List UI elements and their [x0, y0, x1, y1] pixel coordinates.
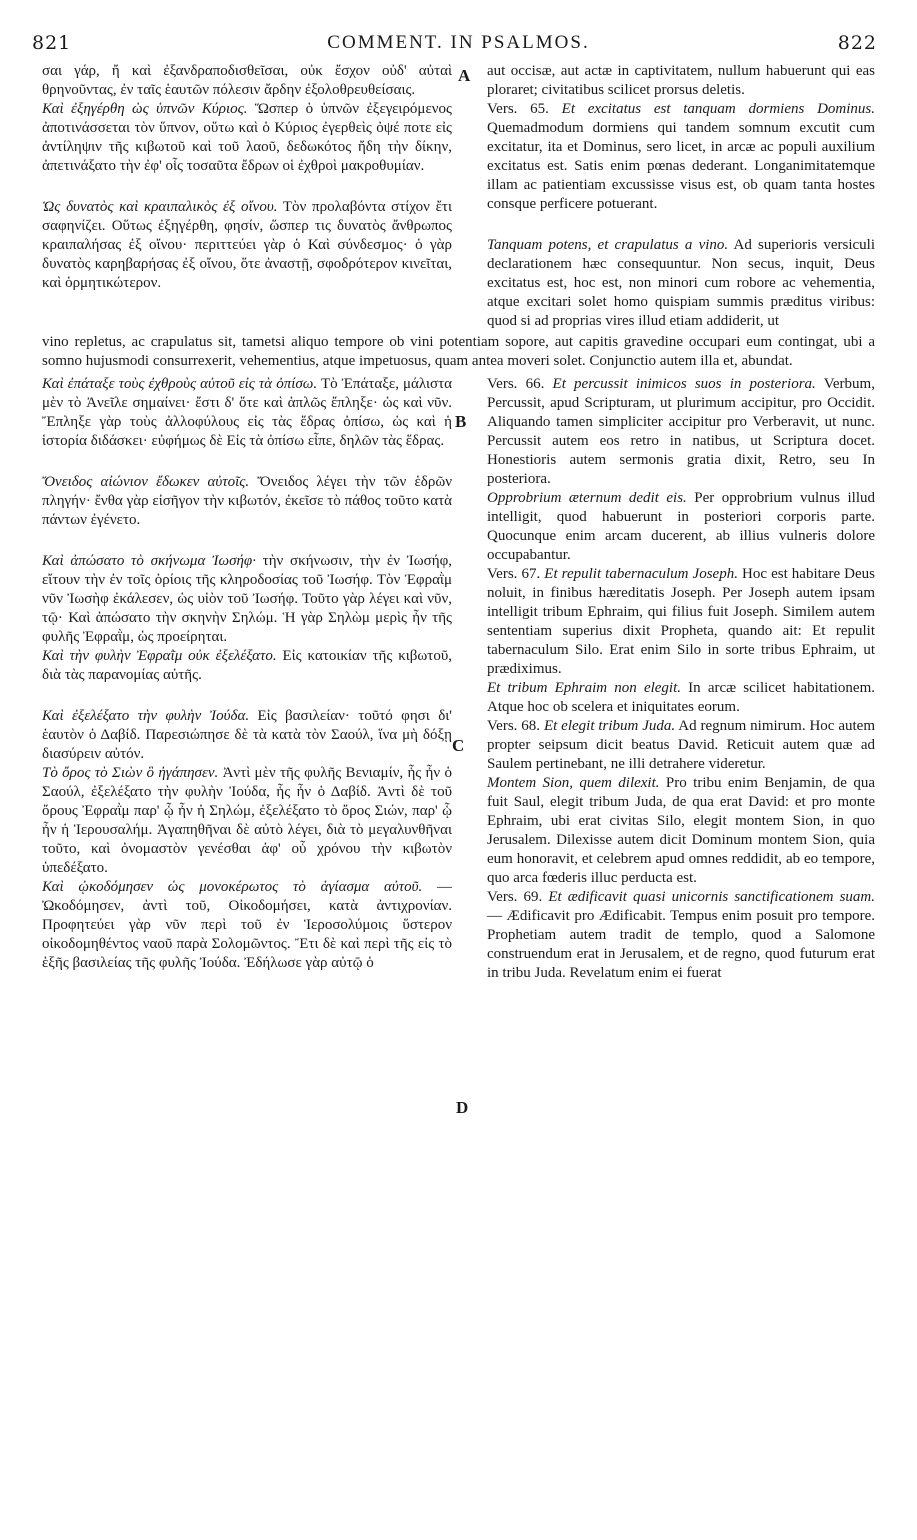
commentary-text: τὴν σκήνωσιν, τὴν ἐν Ἰωσήφ, εἴτουν τὴν ἐν τοῖς ὁρίοις τῆς κληροδοσίας τοῦ Ἰωσήφ. Τὸν Ἐφραῒμ νῦν Ἰωσὴφ ἐκάλεσεν, ὡς υἱὸν τοῦ Ἰωσήφ. Τοῦτο γὰρ λέγει καὶ νῦν, τῷ· Καὶ ἀπώσατο τὴν σκηνὴν Σηλώμ. Ἡ γὰρ Σηλὼμ μερὶς ἦν τῆς φυλῆς Ἐφραῒμ, ὡς προείρηται.: [42, 553, 452, 645]
commentary-text: Quemadmodum dormiens qui tandem somnum excutit cum excitatur, ita et Dominus, sero licet, in arcæ ac populi auxilium excitatus est. Satis enim pœnas dederant. Longanimitatemque illam ac patientiam excussisse visus est, ob quam tanta hostes consque perficere potuerant.: [487, 120, 875, 212]
page-number-right: 822: [837, 32, 877, 54]
paragraph: [42, 198, 452, 293]
full-width-line: vino repletus, ac crapulatus sit, tametsi aliquo tempore ob vini potentiam sopore, aut capitis gravedine occupari eum contingat, ubi a somno hujusmodi consurrexerit, vehementius, atque impetuosus, quam antea moveri solet. Conjunctio autem illa et, abundat.: [42, 334, 875, 369]
commentary-text: — Ædificavit pro Ædificabit. Tempus enim posuit pro tempore. Prophetiam autem tradit de templo, quod a Salomone construendum erat in Jerusalem, et de regno, quod futurum erat in tribu Juda. Revelatum enim ei fuerat: [487, 908, 875, 981]
paragraph: [42, 647, 452, 685]
paragraph: [487, 565, 875, 679]
lemma: Καὶ ἐξηγέρθη ὡς ὑπνῶν Κύριος.: [42, 101, 248, 117]
commentary-text: Ὥσπερ ὁ ὑπνῶν ἐξεγειρόμενος ἀποτινάσσεται τὸν ὕπνον, οὕτω καὶ ὁ Κύριος ἐγερθεὶς ὀψέ ποτε εἰς ἀντίληψιν τῆς κιβωτοῦ καὶ τοῦ λαοῦ, δεδωκότος ἤδη τὴν δίκην, ἀπετινάξατο τὴν ἐφ' οἷς τοσαῦτα ἔδρων οἱ ἐχθροὶ μακροθυμίαν.: [42, 101, 452, 174]
paragraph: [487, 774, 875, 888]
greek-column-top: [42, 62, 452, 293]
paragraph: [487, 717, 875, 774]
paragraph: [487, 100, 875, 214]
latin-column-top: [487, 62, 875, 331]
lemma: Καὶ ἐπάταξε τοὺς ἐχθροὺς αὐτοῦ εἰς τὰ ὀπίσω.: [42, 376, 318, 392]
verse-number: Vers. 68.: [487, 718, 541, 734]
lemma: Καὶ τὴν φυλὴν Ἐφραῒμ οὐκ ἐξελέξατο.: [42, 648, 277, 664]
lemma: Τὸ ὄρος τὸ Σιὼν ὃ ἠγάπησεν.: [42, 765, 219, 781]
paragraph: [487, 888, 875, 983]
verse-number: Vers. 66.: [487, 376, 545, 392]
lemma: Ὄνειδος αἰώνιον ἔδωκεν αὐτοῖς.: [42, 474, 250, 490]
commentary-text: Ad superioris versiculi declarationem hæc consequuntur. Non secus, inquit, Deus excitatus est, hoc est, non minori cum robore ac vehementia, atque excitari solet homo quispiam summis præditus viribus: quod si ad proprias vires illud etiam addiderit, ut: [487, 237, 875, 329]
verse-number: Vers. 69.: [487, 889, 543, 905]
margin-marker-a: A: [458, 66, 471, 85]
lemma: Et tribum Ephraim non elegit.: [487, 680, 682, 696]
lemma: Et ædificavit quasi unicornis sanctificationem suam.: [542, 889, 875, 905]
paragraph: [42, 707, 452, 764]
commentary-text: σαι γάρ, ἤ καὶ ἐξανδραποδισθεῖσαι, οὐκ ἔσχον οὐδ' αὐταὶ θρηνοῦντας, ἐν ταῖς ἑαυτῶν πόλεσιν ἄρδην ἐξολοθρευθείσαις.: [42, 63, 452, 98]
paragraph: [42, 878, 452, 973]
lemma: Et elegit tribum Juda.: [540, 718, 676, 734]
lemma: Et percussit inimicos suos in posteriora.: [544, 376, 816, 392]
paragraph: [487, 62, 875, 100]
commentary-text: Εἰς κατοικίαν τῆς κιβωτοῦ, διὰ τὰς παρανομίας αὐτῆς.: [42, 648, 453, 683]
page-number-left: 821: [32, 32, 72, 54]
commentary-text: Ἀντὶ μὲν τῆς φυλῆς Βενιαμίν, ἧς ἦν ὁ Σαούλ, ἐξελέξατο τὴν φυλὴν Ἰούδα, ἧς ἦν ὁ Δαβίδ. Ἀντὶ δὲ τοῦ ὄρους Ἐφραῒμ παρ' ᾧ ἦν ἡ Σηλώμ, ἐξελέξατο τὸ ὄρος Σιών, παρ' ᾧ ἦν ἡ Ἱερουσαλήμ. Ἀγαπηθῆναι δὲ αὐτὸ λέγει, διὰ τὸ μεγαλυνθῆναι τοῦτο, καὶ ὀνομαστὸν γενέσθαι ἀφ' οὗ χρόνου τὴν κιβωτὸν ὑπεδέξατο.: [42, 765, 452, 876]
commentary-text: Per opprobrium vulnus illud intelligit, quod habuerunt in posteriori corporis parte. Quocunque enim arcam ducerent, ab illius vulneris dolore occupabantur.: [487, 490, 876, 563]
lemma: Tanquam potens, et crapulatus a vino.: [487, 237, 729, 253]
commentary-text: Τὸν προλαβόντα στίχον ἔτι σαφηνίζει. Οὕτως ἐξηγέρθη, φησίν, ὥσπερ τις δυνατὸς ἄνθρωπος κραιπαλήσας ἐξ οἴνου· περιττεύει γὰρ ὁ Καὶ σύνδεσμος· ὁ γὰρ δυνατὸς καρηβαρήσας ἐξ οἴνου, ὅτε ἀναστῇ, σφοδρότερον κινεῖται, καὶ ὁρμητικώτερον.: [42, 199, 452, 291]
lemma: Καὶ ἀπώσατο τὸ σκήνωμα Ἰωσήφ·: [42, 553, 256, 569]
commentary-text: Hoc est habitare Deus noluit, in finibus hæreditatis Joseph. Per Joseph autem ipsam intelligit tribum Ephraim, qui filius fuit Joseph. Similem autem sententiam superius dixit Propheta, quando ait: Et repulit tabernaculum Silo. Erat enim Silo in sorte tribus Ephraim, ut prædiximus.: [487, 566, 875, 677]
paragraph: [42, 552, 452, 647]
paragraph: [487, 236, 875, 331]
lemma: Καὶ ἐξελέξατο τὴν φυλὴν Ἰούδα.: [42, 708, 250, 724]
paragraph: [487, 489, 875, 565]
margin-marker-c: C: [452, 736, 465, 755]
commentary-text: In arcæ scilicet habitationem. Atque hoc ob scelera et iniquitates eorum.: [487, 680, 875, 715]
page-header: [0, 32, 917, 56]
commentary-text: Ad regnum nimirum. Hoc autem propter seipsum dicit beatus David. Reticuit autem quæ ad Saulem pertinebant, ne illi detrahere videretur.: [487, 718, 876, 772]
commentary-text: aut occisæ, aut actæ in captivitatem, nullum habuerunt qui eas ploraret; civitatibus scilicet prorsus deletis.: [487, 63, 875, 98]
commentary-text: Pro tribu enim Benjamin, de qua fuit Saul, elegit tribum Juda, de qua erat David: et pro monte Ephraim, ubi erat civitas Silo, elegit montem Sion, in quo Jerusalem. Dilexisse autem dicit Dominum montem Sion, quia eum honoravit, et celebrem apud omnes reddidit, ab eo tempore, quo arca fœderis illuc perducta est.: [487, 775, 875, 886]
paragraph: [42, 764, 452, 878]
running-title: COMMENT. IN PSALMOS.: [327, 32, 590, 53]
paragraph: [42, 100, 452, 176]
verse-number: Vers. 65.: [487, 101, 549, 117]
paragraph: [42, 375, 452, 451]
commentary-text: — Ὠκοδόμησεν, ἀντὶ τοῦ, Οἰκοδομήσει, κατὰ ἀντιχρονίαν. Προφητεύει γὰρ νῦν περὶ τοῦ ἐν Ἱεροσολύμοις ὕστερον οἰκοδομηθέντος ναοῦ παρὰ Σολομῶντος. Ἔτι δὲ καὶ περὶ τῆς εἰς τὸ ἑξῆς βασιλείας τῆς φυλῆς Ἰούδα. Ἐδήλωσε γὰρ αὐτῷ ὁ: [42, 879, 452, 971]
margin-marker-b: B: [455, 412, 467, 431]
margin-marker-d: D: [456, 1098, 469, 1117]
lemma: Καὶ ᾠκοδόμησεν ὡς μονοκέρωτος τὸ ἁγίασμα αὐτοῦ.: [42, 879, 423, 895]
paragraph: [42, 62, 452, 100]
paragraph: [487, 375, 875, 489]
verse-number: Vers. 67.: [487, 566, 541, 582]
lemma: Et excitatus est tanquam dormiens Dominus.: [548, 101, 875, 117]
commentary-text: Ὄνειδος λέγει τὴν τῶν ἑδρῶν πληγήν· ἔνθα γὰρ εἰσῆγον τὴν κιβωτόν, ἐκεῖσε τὸ πάθος τοῦτο κατὰ πάντων ἐγένετο.: [42, 474, 452, 528]
latin-column-bottom: [487, 375, 875, 983]
paragraph: [487, 679, 875, 717]
lemma: Opprobrium æternum dedit eis.: [487, 490, 687, 506]
greek-column-bottom: [42, 375, 452, 973]
commentary-text: Verbum, Percussit, apud Scripturam, ut plurimum accipitur, pro Occidit. Aliquando tamen simpliciter accipitur pro Verberavit, ut nunc. Percussit autem eos retro in natibus, ut Scriptura docet. Honestioris autem sermonis gratia dixit, Retro, seu In posteriora.: [487, 376, 875, 487]
commentary-text: Εἰς βασιλείαν· τοῦτό φησι δι' ἑαυτὸν ὁ Δαβίδ. Παρεσιώπησε δὲ τὰ κατὰ τὸν Σαούλ, ἵνα μὴ δόξῃ διασύρειν αὐτόν.: [42, 708, 452, 762]
commentary-text: Τὸ Ἐπάταξε, μάλιστα μὲν τὸ Ἀνεῖλε σημαίνει· ἔστι δ' ὅτε καὶ ἁπλῶς ἔπληξε· ὡς καὶ νῦν. Ἔπληξε γὰρ τοὺς ἀλλοφύλους εἰς τὰς ἕδρας ὀπίσω, ὡς καὶ ἡ ἱστορία διδάσκει· εὐφήμως δὲ Εἰς τὰ ὀπίσω εἶπε, δηλῶν τὰς ἕδρας.: [42, 376, 453, 449]
lemma: Et repulit tabernaculum Joseph.: [540, 566, 738, 582]
paragraph: [42, 473, 452, 530]
lemma: Montem Sion, quem dilexit.: [487, 775, 660, 791]
lemma: Ὡς δυνατὸς καὶ κραιπαλικὸς ἐξ οἴνου.: [42, 199, 278, 215]
